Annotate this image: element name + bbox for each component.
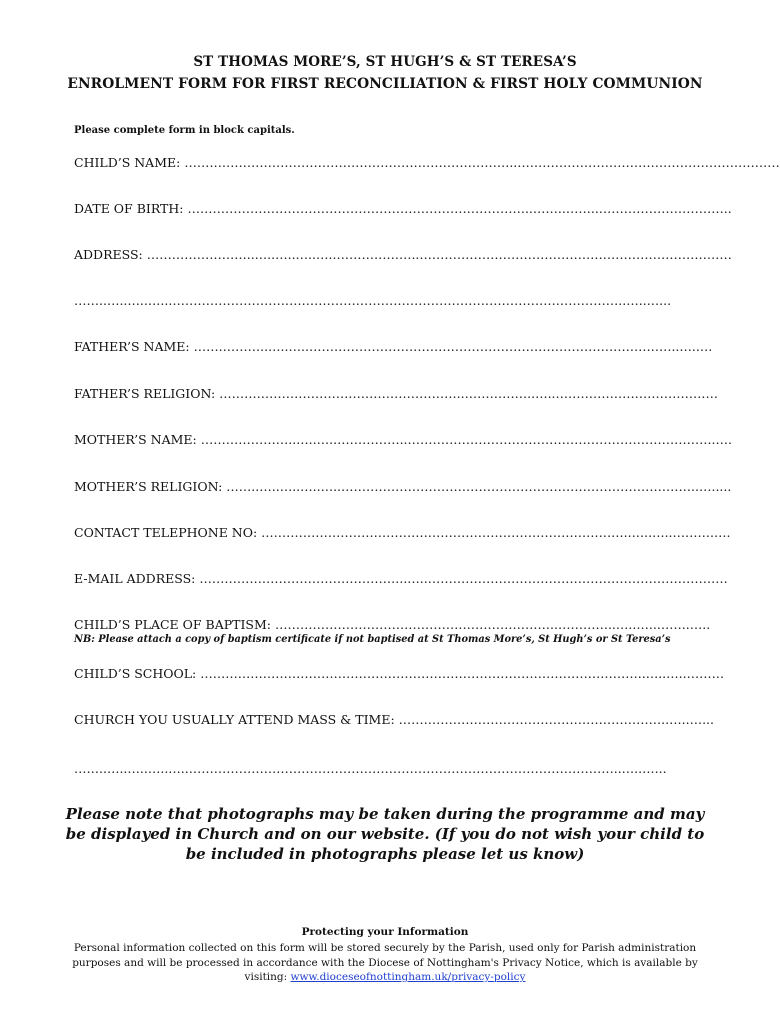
mothers-name-label: MOTHER’S NAME: bbox=[74, 432, 197, 447]
mothers-religion-dots: ……..…..…..…..…..…………………………………………………………………………..…..... bbox=[226, 479, 732, 494]
email-address-label: E-MAIL ADDRESS: bbox=[74, 571, 196, 586]
mothers-name-field[interactable] bbox=[74, 432, 732, 448]
fathers-religion-label: FATHER’S RELIGION: bbox=[74, 386, 216, 401]
childs-name-field[interactable] bbox=[74, 155, 780, 171]
mothers-name-dots: …………………..…..…..……………..………………………………………………………………..…. bbox=[200, 432, 732, 447]
mothers-religion-field[interactable] bbox=[74, 479, 732, 495]
address-label: ADDRESS: bbox=[74, 247, 143, 262]
privacy-statement-text: Personal information collected on this form will be stored securely by the Parish, used only for Parish administration purposes and will be processed in accordance with the Diocese of Nottingham's Privacy Notice, which is available by visiting: bbox=[72, 942, 698, 983]
contact-telephone-label: CONTACT TELEPHONE NO: bbox=[74, 525, 258, 540]
childs-school-label: CHILD’S SCHOOL: bbox=[74, 666, 197, 681]
fathers-name-field[interactable] bbox=[74, 339, 713, 355]
fathers-religion-field[interactable] bbox=[74, 386, 719, 402]
date-of-birth-dots: ………………………………………………………………………..……..……..………………………….. bbox=[187, 201, 732, 216]
place-of-baptism-dots: …………………………………………………………..…………..…..…..……..….. bbox=[275, 617, 711, 632]
address-dots: ……………………..…..…..…..…..………………..………………………………………………………………… bbox=[146, 247, 732, 262]
privacy-policy-link[interactable]: www.dioceseofnottingham.uk/privacy-policy bbox=[290, 971, 526, 983]
address-line2-dots: ……..…..…..…..………………………………………………………………………………………………..…..…... bbox=[74, 293, 672, 308]
place-of-baptism-field[interactable] bbox=[74, 617, 711, 633]
form-title-parishes: ST THOMAS MORE’S, ST HUGH’S & ST TERESA’S bbox=[193, 54, 577, 70]
church-mass-time-field[interactable] bbox=[74, 712, 714, 728]
baptism-certificate-note: NB: Please attach a copy of baptism certificate if not baptised at St Thomas More’s, St Hugh’s or St Teresa’s bbox=[74, 634, 671, 645]
church-mass-time-dots: ………………………………………………………..…..…... bbox=[398, 712, 714, 727]
photograph-notice: Please note that photographs may be taken during the programme and may be displayed in Church and on our website. (If you do not wish your child to be included in photographs please let us know) bbox=[65, 805, 705, 863]
date-of-birth-label: DATE OF BIRTH: bbox=[74, 201, 184, 216]
church-line2-field[interactable] bbox=[74, 761, 698, 777]
childs-school-field[interactable] bbox=[74, 666, 725, 682]
privacy-heading: Protecting your Information bbox=[301, 926, 469, 938]
email-address-field[interactable] bbox=[74, 571, 728, 587]
place-of-baptism-label: CHILD’S PLACE OF BAPTISM: bbox=[74, 617, 272, 632]
childs-name-label: CHILD’S NAME: bbox=[74, 155, 181, 170]
fathers-name-label: FATHER’S NAME: bbox=[74, 339, 190, 354]
address-field[interactable] bbox=[74, 247, 732, 263]
address-line2-field[interactable] bbox=[74, 293, 698, 309]
form-title-enrolment: ENROLMENT FORM FOR FIRST RECONCILIATION & FIRST HOLY COMMUNION bbox=[67, 76, 703, 92]
church-line2-dots: ……..…..…..…..…..…………………………………………………………………………………………..…..…... bbox=[74, 761, 667, 776]
contact-telephone-dots: ……………………………………………………………………………..…..…..……….…. bbox=[261, 525, 731, 540]
fathers-name-dots: …….………..…..…..……………………………………………………………………………..…..… bbox=[193, 339, 713, 354]
mothers-religion-label: MOTHER’S RELIGION: bbox=[74, 479, 223, 494]
privacy-statement bbox=[70, 941, 700, 985]
email-address-dots: …………………………………………..…..……………………………………………………………… bbox=[199, 571, 728, 586]
childs-name-dots: ……………………………………………………………………..……………………………………………………… bbox=[184, 155, 780, 170]
contact-telephone-field[interactable] bbox=[74, 525, 731, 541]
fathers-religion-dots: …………………………………………………..……………..…..………………………………… bbox=[219, 386, 719, 401]
childs-school-dots: ……………………………………………………………………………………………..…..…..……… bbox=[200, 666, 725, 681]
church-mass-time-label: CHURCH YOU USUALLY ATTEND MASS & TIME: bbox=[74, 712, 395, 727]
block-capitals-instruction: Please complete form in block capitals. bbox=[74, 125, 295, 136]
date-of-birth-field[interactable] bbox=[74, 201, 732, 217]
